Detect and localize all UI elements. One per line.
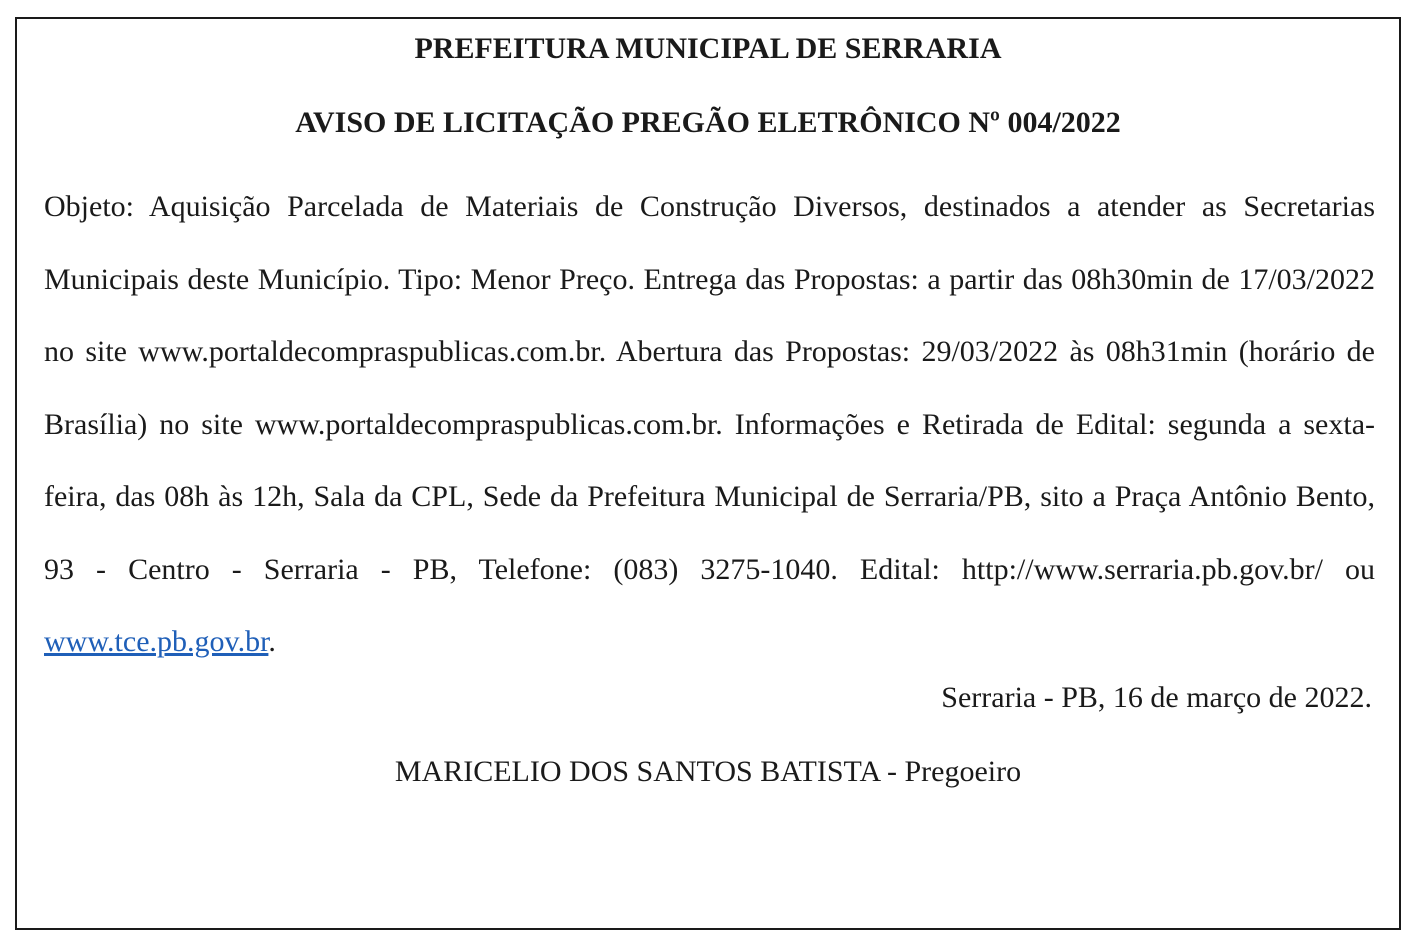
- org-title: PREFEITURA MUNICIPAL DE SERRARIA: [414, 32, 1002, 65]
- trailing-period: .: [268, 625, 276, 658]
- notice-body-text: Objeto: Aquisição Parcelada de Materiais de Construção Diversos, destinados a atender as Secretarias Municipais deste Município. Tipo: Menor Preço. Entrega das Propostas: a partir das 08h30min de 17/03/2022 no site www.portaldecompraspublicas.com.br. Abertura das Propostas: 29/03/2022 às 08h31min (horário de Brasília) no site www.portaldecompraspublicas.com.br. Informações e Retirada de Edital: segunda a sexta-feira, das 08h às 12h, Sala da CPL, Sede da Prefeitura Municipal de Serraria/PB, sito a Praça Antônio Bento, 93 - Centro - Serraria - PB, Telefone: (083) 3275-1040. Edital: http://www.serraria.pb.gov.br/ ou: [44, 190, 1375, 586]
- signature: MARICELIO DOS SANTOS BATISTA - Pregoeiro: [394, 755, 1022, 788]
- notice-body: [44, 171, 1375, 679]
- date-line: Serraria - PB, 16 de março de 2022.: [941, 681, 1372, 714]
- notice-title: AVISO DE LICITAÇÃO PREGÃO ELETRÔNICO Nº 004/2022: [295, 106, 1121, 139]
- tce-link[interactable]: www.tce.pb.gov.br: [44, 625, 269, 658]
- notice-box: [15, 17, 1401, 930]
